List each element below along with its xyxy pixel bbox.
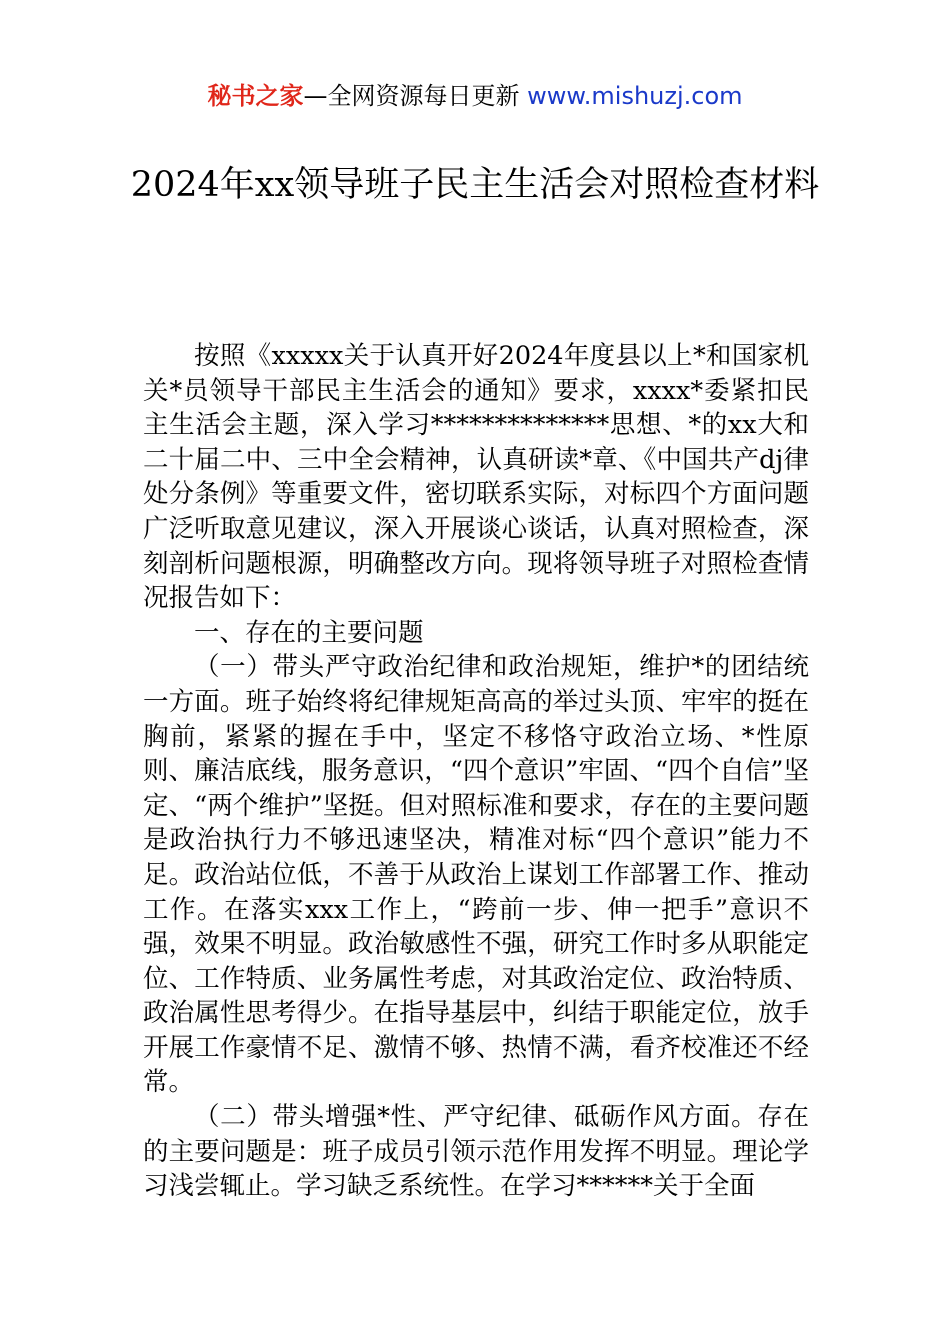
document-title: 2024年xx领导班子民主生活会对照检查材料 [130, 165, 820, 205]
body-paragraph: （二）带头增强*性、严守纪律、砥砺作风方面。存在的主要问题是：班子成员引领示范作用发挥不明显。理论学习浅尝辄止。学习缺乏系统性。在学习******关于全面 [143, 1102, 809, 1202]
section-heading: 一、存在的主要问题 [194, 617, 424, 648]
site-brand: 秘书之家 [207, 82, 304, 110]
document-body [143, 339, 809, 1204]
site-url[interactable]: www.mishuzj.com [527, 82, 743, 110]
body-paragraph: （一）带头严守政治纪律和政治规矩，维护*的团结统一方面。班子始终将纪律规矩高高的举过头顶、牢牢的挺在胸前，紧紧的握在手中，坚定不移恪守政治立场、*性原则、廉洁底线，服务意识，“四个意识”牢固、“四个自信”坚定、“两个维护”坚挺。但对照标准和要求，存在的主要问题是政治执行力不够迅速坚决，精准对标“四个意识”能力不足。政治站位低，不善于从政治上谋划工作部署工作、推动工作。在落实xxx工作上，“跨前一步、伸一把手”意识不强，效果不明显。政治敏感性不强，研究工作时多从职能定位、工作特质、业务属性考虑，对其政治定位、政治特质、政治属性思考得少。在指导基层中，纠结于职能定位，放手开展工作豪情不足、激情不够、热情不满，看齐校准还不经常。 [143, 652, 809, 1098]
site-tagline: —全网资源每日更新 [303, 82, 528, 110]
site-header [0, 80, 950, 112]
intro-paragraph: 按照《xxxxx关于认真开好2024年度县以上*和国家机关*员领导干部民主生活会的通知》要求，xxxx*委紧扣民主生活会主题，深入学习**************思想、*的xx大和二十届二中、三中全会精神，认真研读*章、《中国共产dj律处分条例》等重要文件，密切联系实际，对标四个方面问题广泛听取意见建议，深入开展谈心谈话，认真对照检查，深刻剖析问题根源，明确整改方向。现将领导班子对照检查情况报告如下： [143, 341, 809, 614]
